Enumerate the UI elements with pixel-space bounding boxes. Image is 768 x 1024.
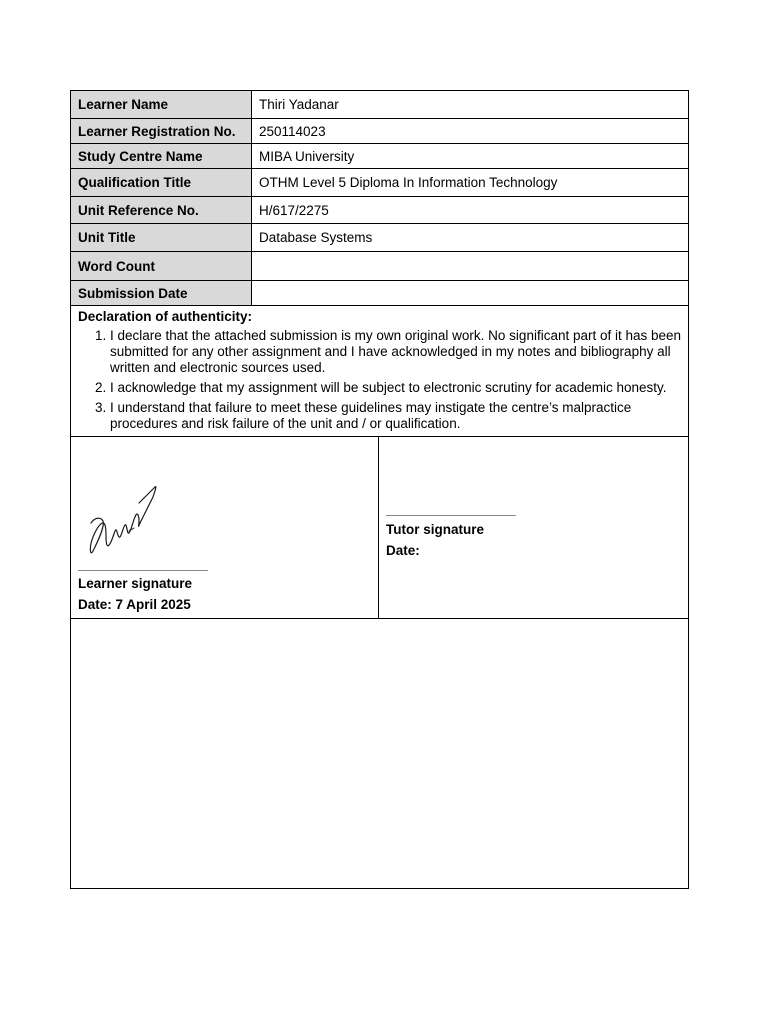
tutor-signature-line bbox=[386, 515, 516, 516]
word-count-value bbox=[252, 252, 689, 281]
declaration-title: Declaration of authenticity: bbox=[78, 309, 253, 324]
table-row bbox=[71, 281, 689, 306]
declaration-item: 3. I understand that failure to meet these guidelines may instigate the centre’s malpractice procedures and risk failure of the unit and / or qualification. bbox=[110, 400, 688, 432]
registration-no-value: 250114023 bbox=[252, 119, 689, 144]
unit-title-value: Database Systems bbox=[252, 224, 689, 252]
declaration-list bbox=[71, 328, 688, 432]
table-row bbox=[71, 144, 689, 169]
tutor-signature-label: Tutor signature bbox=[386, 522, 485, 537]
signature-row bbox=[70, 437, 689, 619]
learner-signature-line bbox=[78, 570, 208, 571]
submission-date-value bbox=[252, 281, 689, 306]
unit-reference-value: H/617/2275 bbox=[252, 197, 689, 224]
declaration-item: 1. I declare that the attached submission is my own original work. No significant part of it has been submitted for any other assignment and I have acknowledged in my notes and bibliography all written and electronic sources used. bbox=[110, 328, 688, 376]
submission-date-label: Submission Date bbox=[71, 281, 252, 306]
study-centre-label: Study Centre Name bbox=[71, 144, 252, 169]
table-row bbox=[71, 169, 689, 197]
declaration-section bbox=[70, 306, 689, 437]
learner-name-value: Thiri Yadanar bbox=[252, 91, 689, 119]
table-row bbox=[71, 91, 689, 119]
tutor-date: Date: bbox=[386, 543, 420, 558]
study-centre-value: MIBA University bbox=[252, 144, 689, 169]
table-row bbox=[71, 224, 689, 252]
learner-signature-box bbox=[71, 437, 379, 618]
cover-sheet bbox=[70, 90, 688, 889]
handwritten-signature bbox=[85, 481, 165, 557]
learner-date: Date: 7 April 2025 bbox=[78, 597, 191, 612]
unit-title-label: Unit Title bbox=[71, 224, 252, 252]
word-count-label: Word Count bbox=[71, 252, 252, 281]
table-row bbox=[71, 119, 689, 144]
table-row bbox=[71, 197, 689, 224]
learner-info-table bbox=[70, 90, 689, 306]
learner-signature-label: Learner signature bbox=[78, 576, 193, 591]
declaration-item: 2. I acknowledge that my assignment will be subject to electronic scrutiny for academic honesty. bbox=[110, 380, 688, 396]
tutor-signature-box bbox=[379, 437, 688, 618]
blank-box bbox=[70, 619, 689, 889]
unit-reference-label: Unit Reference No. bbox=[71, 197, 252, 224]
qualification-title-label: Qualification Title bbox=[71, 169, 252, 197]
table-row bbox=[71, 252, 689, 281]
learner-name-label: Learner Name bbox=[71, 91, 252, 119]
qualification-title-value: OTHM Level 5 Diploma In Information Technology bbox=[252, 169, 689, 197]
registration-no-label: Learner Registration No. bbox=[71, 119, 252, 144]
